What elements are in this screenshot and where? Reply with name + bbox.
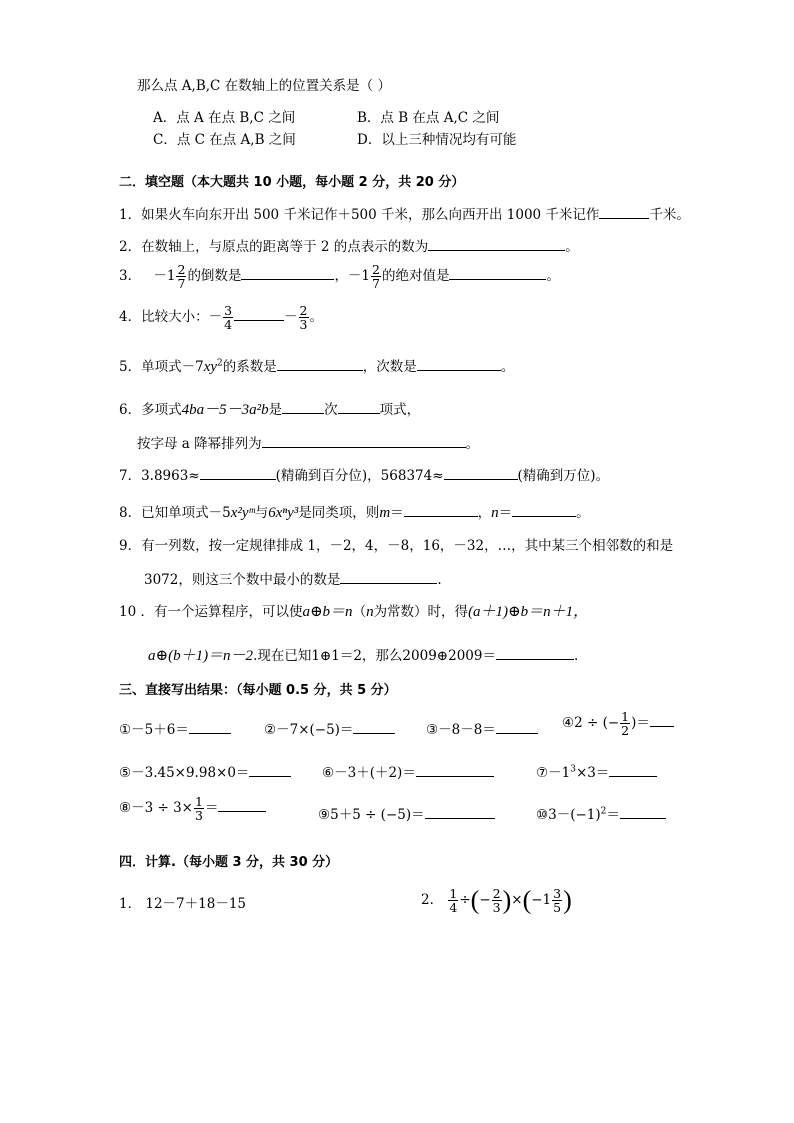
fill-q1 bbox=[119, 205, 690, 223]
item-1-expr: ①－5＋6＝ bbox=[119, 722, 189, 738]
q9-text-2: 3072，则这三个数中最小的数是 bbox=[144, 572, 341, 588]
q8-var-m: m bbox=[379, 505, 391, 521]
q8-monomial-2: 6xⁿy³ bbox=[268, 505, 299, 521]
numerator: 2 bbox=[372, 262, 380, 277]
q4-end: 。 bbox=[309, 309, 323, 326]
q3-end: 。 bbox=[546, 268, 560, 285]
fill-q10-line2 bbox=[148, 646, 578, 664]
mixed-number: −1 bbox=[531, 892, 552, 909]
answer-blank[interactable] bbox=[512, 503, 576, 517]
section2-title: 二．填空题（本大题共 10 小题，每小题 2 分，共 20 分） bbox=[119, 175, 465, 190]
answer-blank[interactable] bbox=[282, 400, 324, 414]
item-10-expr: ⑩3－(−1) bbox=[536, 807, 601, 823]
q3-number: 3． bbox=[119, 268, 142, 285]
denominator: 7 bbox=[372, 276, 380, 292]
answer-blank[interactable] bbox=[277, 357, 363, 371]
right-paren: ) bbox=[502, 885, 512, 915]
calc-item-4 bbox=[562, 710, 674, 737]
q8-same-type: 是同类项，则 bbox=[298, 505, 380, 521]
left-paren: ( bbox=[522, 885, 532, 915]
q7-end: (精确到万位)。 bbox=[517, 468, 610, 484]
q2-end: 。 bbox=[565, 239, 579, 255]
option-a: A．点 A 在点 B,C 之间 bbox=[153, 110, 296, 126]
answer-blank[interactable] bbox=[425, 805, 495, 819]
item-7-expr: ⑦－1 bbox=[536, 765, 571, 781]
calc-item-9 bbox=[318, 805, 495, 823]
item-4-close: )＝ bbox=[631, 715, 650, 732]
section3-title: 三、直接写出结果：（每小题 0.5 分，共 5 分） bbox=[119, 683, 397, 698]
item-10-exponent: 2 bbox=[600, 806, 607, 817]
minus-sign: − bbox=[479, 892, 491, 909]
item-3-expr: ③－8－8＝ bbox=[426, 722, 496, 738]
fraction bbox=[448, 887, 458, 914]
fill-q6 bbox=[119, 400, 420, 418]
q8-and: 与 bbox=[254, 505, 269, 521]
answer-blank[interactable] bbox=[218, 798, 266, 812]
q10-rule: a⊕b＝n bbox=[302, 604, 353, 620]
q9-text: 9．有一列数，按一定规律排成 1，－2，4，－8，16，－32，…，其中某三个相邻数的和是 bbox=[119, 538, 674, 554]
item-2-expr: ②－7×(−5)＝ bbox=[264, 722, 354, 738]
fraction bbox=[492, 887, 502, 914]
numerator: 2 bbox=[177, 262, 186, 277]
q6-end: 。 bbox=[465, 436, 480, 452]
numerator: 1 bbox=[621, 709, 630, 724]
fraction bbox=[552, 887, 562, 914]
fraction bbox=[299, 304, 309, 331]
numerator: 3 bbox=[224, 303, 233, 318]
q10-constant: 为常数）时，得 bbox=[373, 604, 469, 620]
problem-2-number: 2． bbox=[421, 892, 444, 909]
q3-mixed-1: －1 bbox=[153, 268, 176, 285]
q8-monomial-1: x²yᵐ bbox=[230, 505, 255, 521]
numerator: 1 bbox=[195, 794, 203, 809]
q6-is: 是 bbox=[268, 402, 283, 418]
q5-exponent: 2 bbox=[217, 358, 223, 369]
item-8-eq: ＝ bbox=[204, 800, 219, 817]
answer-blank[interactable] bbox=[353, 720, 395, 734]
denominator: 4 bbox=[224, 317, 233, 333]
q1-text: 1．如果火车向东开出 500 千米记作＋500 千米，那么向西开出 1000 千米记作 bbox=[119, 207, 600, 223]
section4-title: 四．计算.（每小题 3 分，共 30 分） bbox=[119, 855, 339, 870]
option-c: C．点 C 在点 A,B 之间 bbox=[153, 132, 296, 148]
answer-blank[interactable] bbox=[416, 763, 494, 777]
fraction bbox=[176, 263, 186, 290]
answer-blank[interactable] bbox=[262, 434, 466, 448]
q7-middle: (精确到百分位)，568374≈ bbox=[275, 468, 444, 484]
option-d: D．以上三种情况均有可能 bbox=[357, 132, 517, 148]
denominator: 2 bbox=[621, 723, 630, 739]
calc-item-5 bbox=[119, 763, 291, 781]
q3-abs-text: 的绝对值是 bbox=[381, 268, 450, 285]
item-7-exponent: 3 bbox=[570, 764, 576, 775]
q10-given: .现在已知1⊕1＝2，那么2009⊕2009＝ bbox=[253, 648, 496, 664]
item-4-expr: ④2 ÷ (− bbox=[562, 715, 620, 732]
multiply-sign: × bbox=[511, 892, 523, 909]
q3-reciprocal-text: 的倒数是 bbox=[187, 268, 242, 285]
calc-item-1 bbox=[119, 720, 231, 738]
fraction bbox=[620, 710, 630, 737]
q10-paren: （ bbox=[352, 604, 367, 620]
answer-blank[interactable] bbox=[428, 237, 565, 251]
item-10-eq: ＝ bbox=[606, 807, 620, 823]
denominator: 4 bbox=[449, 900, 458, 916]
answer-blank[interactable] bbox=[404, 503, 478, 517]
question-stem: 那么点 A,B,C 在数轴上的位置关系是（ ） bbox=[137, 78, 391, 94]
fill-q6-line2 bbox=[137, 434, 479, 452]
calc-item-10 bbox=[536, 805, 666, 823]
q6-polynomial: 4ba－5－3a²b bbox=[181, 402, 269, 418]
fill-q2 bbox=[119, 237, 579, 255]
option-b: B．点 B 在点 A,C 之间 bbox=[357, 110, 500, 126]
answer-blank[interactable] bbox=[449, 266, 546, 280]
answer-blank[interactable] bbox=[417, 357, 501, 371]
numerator: 2 bbox=[492, 886, 501, 901]
calc-item-2 bbox=[264, 720, 395, 738]
q4-minus: － bbox=[284, 309, 298, 326]
q5-degree-text: ，次数是 bbox=[362, 359, 417, 375]
q8-eq-1: ＝ bbox=[390, 505, 404, 521]
answer-blank[interactable] bbox=[340, 570, 437, 584]
q8-sep: ， bbox=[477, 505, 492, 521]
compute-problem-1: 1． 12－7＋18－15 bbox=[119, 896, 247, 912]
q10-result: (a＋1)⊕b＝n＋1， bbox=[468, 604, 589, 620]
calc-item-8 bbox=[119, 795, 266, 822]
right-paren: ) bbox=[563, 885, 572, 915]
fill-q10 bbox=[119, 605, 588, 620]
divide-sign: ÷ bbox=[459, 892, 471, 909]
q3-mixed-2: ，－1 bbox=[334, 268, 371, 285]
fill-q9 bbox=[119, 540, 673, 554]
fraction bbox=[223, 304, 233, 331]
denominator: 3 bbox=[195, 808, 203, 824]
item-8-expr: ⑧－3 ÷ 3× bbox=[119, 800, 193, 817]
calc-item-6 bbox=[322, 763, 494, 781]
fill-q5 bbox=[119, 357, 514, 375]
left-paren: ( bbox=[470, 885, 480, 915]
q6-terms: 项式， bbox=[379, 402, 421, 418]
q7-text: 7．3.8963≈ bbox=[119, 468, 200, 484]
q6-degree: 次 bbox=[324, 402, 338, 418]
q5-variables: xy bbox=[203, 359, 218, 375]
q8-var-n: n bbox=[491, 505, 499, 521]
numerator: 3 bbox=[553, 886, 562, 901]
calc-item-3 bbox=[426, 720, 538, 738]
q8-eq-2: ＝ bbox=[498, 505, 513, 521]
answer-blank[interactable] bbox=[189, 720, 231, 734]
denominator: 5 bbox=[553, 900, 562, 916]
fraction bbox=[194, 795, 204, 822]
q4-text: 4．比较大小：－ bbox=[119, 309, 223, 326]
q5-coef-text: 的系数是 bbox=[222, 359, 277, 375]
answer-blank[interactable] bbox=[234, 307, 284, 321]
numerator: 1 bbox=[449, 886, 458, 901]
denominator: 3 bbox=[492, 900, 501, 916]
q8-text: 8．已知单项式－5 bbox=[119, 505, 231, 521]
denominator: 7 bbox=[177, 276, 186, 292]
q2-text: 2．在数轴上，与原点的距离等于 2 的点表示的数为 bbox=[119, 239, 429, 255]
q6-order-text: 按字母 a 降幂排列为 bbox=[137, 436, 262, 452]
answer-blank[interactable] bbox=[620, 805, 666, 819]
answer-blank[interactable] bbox=[338, 400, 380, 414]
answer-blank[interactable] bbox=[609, 763, 657, 777]
fill-q4 bbox=[119, 304, 323, 331]
numerator: 2 bbox=[299, 303, 308, 318]
q8-end: 。 bbox=[576, 505, 590, 521]
q10-rule-2: a⊕(b＋1)＝n－2 bbox=[148, 648, 254, 664]
answer-blank[interactable] bbox=[599, 205, 649, 219]
item-7-rest: ×3＝ bbox=[575, 765, 610, 781]
item-5-expr: ⑤－3.45×9.98×0＝ bbox=[119, 765, 250, 781]
fraction bbox=[371, 263, 381, 290]
compute-problem-2 bbox=[421, 887, 572, 914]
answer-blank[interactable] bbox=[650, 713, 674, 727]
q5-end: 。 bbox=[500, 359, 515, 375]
fill-q8 bbox=[119, 503, 590, 521]
answer-blank[interactable] bbox=[444, 466, 518, 480]
answer-blank[interactable] bbox=[496, 720, 538, 734]
answer-blank[interactable] bbox=[200, 466, 276, 480]
q6-text: 6．多项式 bbox=[119, 402, 182, 418]
fill-q9-line2 bbox=[144, 570, 442, 588]
q10-var-n: n bbox=[366, 604, 374, 620]
q1-unit: 千米。 bbox=[649, 207, 690, 223]
item-6-expr: ⑥－3＋(＋2)＝ bbox=[322, 765, 416, 781]
answer-blank[interactable] bbox=[496, 646, 574, 660]
fill-q3 bbox=[119, 263, 560, 290]
answer-blank[interactable] bbox=[249, 763, 291, 777]
q10-end: . bbox=[573, 648, 579, 664]
denominator: 3 bbox=[299, 317, 308, 333]
fill-q7 bbox=[119, 466, 609, 484]
calc-item-7 bbox=[536, 763, 657, 781]
q10-text: 10 ．有一个运算程序，可以使 bbox=[119, 604, 303, 620]
q5-text: 5．单项式－7 bbox=[119, 359, 204, 375]
item-9-expr: ⑨5＋5 ÷ (−5)＝ bbox=[318, 807, 425, 823]
q9-end: . bbox=[437, 572, 442, 588]
answer-blank[interactable] bbox=[241, 266, 334, 280]
